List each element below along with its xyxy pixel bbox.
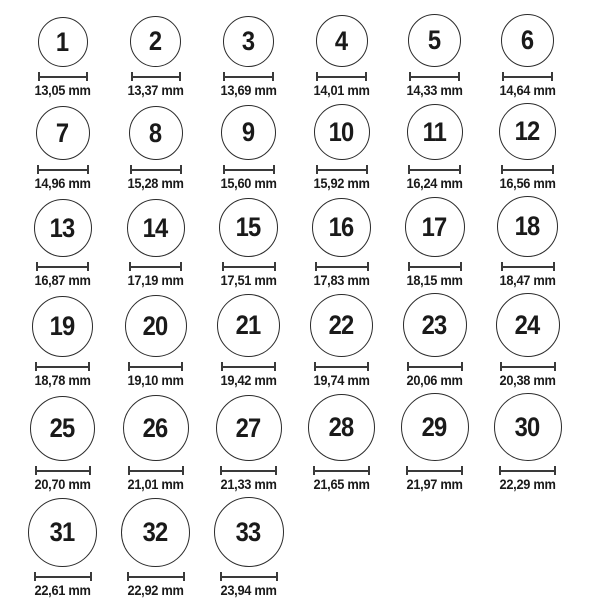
ring-circle [221, 105, 276, 160]
measure-line [39, 169, 87, 171]
ring-size-number: 16 [329, 212, 354, 242]
ring-size-number: 21 [236, 310, 261, 340]
ring-circle [223, 16, 274, 67]
diameter-measure-line [37, 165, 89, 174]
diameter-label: 14,96 mm [34, 176, 91, 191]
measure-line [503, 266, 553, 268]
ring-circle [125, 295, 187, 357]
ring-size-number: 9 [242, 117, 255, 147]
ring-circle [308, 394, 375, 461]
diameter-measure-line [35, 362, 90, 371]
diameter-measure-line [35, 466, 91, 475]
diameter-measure-line [316, 72, 367, 81]
ring-size-cell [388, 393, 481, 492]
ring-size-cell [109, 295, 202, 388]
ring-size-cell [109, 395, 202, 492]
ring-size-cell [16, 296, 109, 388]
measure-line [37, 366, 88, 368]
diameter-measure-line [409, 72, 460, 81]
chart-row [16, 14, 600, 98]
diameter-label: 22,61 mm [34, 583, 91, 598]
diameter-label: 21,65 mm [313, 477, 370, 492]
diameter-label: 21,33 mm [220, 477, 277, 492]
diameter-measure-line [34, 572, 92, 581]
ring-circle [127, 199, 185, 257]
ring-size-cell [481, 393, 574, 492]
diameter-measure-line [502, 72, 553, 81]
ring-size-cell [295, 15, 388, 98]
ring-circle [34, 199, 92, 257]
measure-line [501, 470, 554, 472]
ring-size-number: 5 [428, 25, 441, 55]
diameter-measure-line [408, 165, 461, 174]
ring-size-cell [481, 293, 574, 388]
ring-circle [496, 293, 560, 357]
diameter-label: 19,42 mm [220, 373, 277, 388]
chart-row [16, 393, 600, 492]
ring-circle [401, 393, 469, 461]
ring-size-number: 26 [143, 412, 168, 443]
measure-line [37, 470, 89, 472]
ring-size-number: 18 [515, 211, 540, 241]
ring-size-cell [16, 396, 109, 492]
ring-circle [219, 198, 278, 257]
diameter-measure-line [131, 72, 181, 81]
ring-circle [214, 497, 284, 567]
diameter-label: 17,19 mm [127, 273, 184, 288]
measure-line [410, 169, 459, 171]
diameter-measure-line [129, 262, 182, 271]
measure-line [131, 266, 180, 268]
diameter-label: 20,38 mm [499, 373, 556, 388]
ring-circle [130, 16, 181, 67]
measure-line [36, 576, 90, 578]
diameter-label: 14,01 mm [313, 83, 370, 98]
ring-size-number: 24 [515, 309, 540, 340]
diameter-label: 15,92 mm [313, 176, 370, 191]
diameter-measure-line [315, 262, 369, 271]
ring-circle [407, 104, 463, 160]
measure-line [316, 366, 367, 368]
diameter-label: 13,05 mm [34, 83, 91, 98]
ring-circle [403, 293, 467, 357]
ring-size-number: 3 [242, 26, 255, 56]
diameter-measure-line [128, 362, 183, 371]
ring-size-cell [388, 293, 481, 388]
diameter-label: 17,83 mm [313, 273, 370, 288]
measure-line [317, 266, 367, 268]
measure-line [318, 169, 366, 171]
measure-line [130, 470, 182, 472]
ring-size-number: 33 [236, 516, 261, 547]
measure-line [225, 169, 273, 171]
measure-line [222, 576, 276, 578]
ring-size-number: 4 [335, 25, 348, 56]
diameter-measure-line [316, 165, 368, 174]
ring-size-number: 25 [50, 413, 75, 443]
ring-size-cell [388, 104, 481, 191]
measure-line [223, 366, 274, 368]
ring-size-number: 7 [56, 117, 69, 148]
diameter-measure-line [220, 572, 278, 581]
measure-line [133, 76, 179, 78]
diameter-label: 14,64 mm [499, 83, 556, 98]
diameter-label: 18,47 mm [499, 273, 556, 288]
ring-size-cell [481, 196, 574, 288]
diameter-measure-line [499, 466, 556, 475]
diameter-measure-line [408, 262, 462, 271]
ring-size-number: 27 [236, 412, 261, 443]
diameter-label: 20,06 mm [406, 373, 463, 388]
diameter-measure-line [223, 165, 275, 174]
ring-size-number: 32 [143, 517, 168, 547]
diameter-measure-line [314, 362, 369, 371]
measure-line [502, 366, 554, 368]
ring-circle [408, 14, 461, 67]
diameter-label: 13,69 mm [220, 83, 277, 98]
measure-line [129, 576, 183, 578]
ring-size-cell [202, 294, 295, 388]
measure-line [38, 266, 87, 268]
ring-circle [32, 296, 93, 357]
diameter-measure-line [500, 362, 556, 371]
measure-line [504, 76, 551, 78]
ring-circle [121, 498, 190, 567]
ring-circle [405, 197, 465, 257]
diameter-label: 16,87 mm [34, 273, 91, 288]
measure-line [410, 266, 460, 268]
ring-circle [38, 17, 88, 67]
diameter-measure-line [222, 262, 276, 271]
ring-circle [30, 396, 95, 461]
diameter-measure-line [501, 262, 555, 271]
diameter-measure-line [36, 262, 89, 271]
ring-size-number: 12 [515, 116, 540, 146]
ring-size-number: 14 [143, 212, 168, 243]
measure-line [130, 366, 181, 368]
ring-size-cell [388, 197, 481, 288]
ring-circle [314, 104, 370, 160]
diameter-measure-line [128, 466, 184, 475]
ring-size-cell [481, 14, 574, 98]
ring-circle [217, 294, 280, 357]
diameter-label: 22,92 mm [127, 583, 184, 598]
diameter-measure-line [406, 466, 463, 475]
measure-line [318, 76, 365, 78]
ring-circle [36, 106, 90, 160]
ring-size-cell [202, 198, 295, 288]
diameter-label: 18,78 mm [34, 373, 91, 388]
measure-line [222, 470, 275, 472]
ring-circle [494, 393, 562, 461]
ring-size-cell [388, 14, 481, 98]
diameter-measure-line [221, 362, 276, 371]
diameter-measure-line [130, 165, 182, 174]
measure-line [132, 169, 180, 171]
measure-line [315, 470, 368, 472]
measure-line [40, 76, 86, 78]
ring-size-cell [109, 16, 202, 98]
ring-circle [123, 395, 189, 461]
diameter-label: 19,10 mm [127, 373, 184, 388]
diameter-label: 19,74 mm [313, 373, 370, 388]
diameter-label: 23,94 mm [220, 583, 277, 598]
ring-size-number: 6 [521, 25, 534, 55]
diameter-measure-line [407, 362, 463, 371]
diameter-label: 17,51 mm [220, 273, 277, 288]
chart-row [16, 293, 600, 388]
ring-size-cell [16, 199, 109, 288]
diameter-measure-line [223, 72, 274, 81]
ring-size-number: 20 [143, 310, 168, 341]
ring-size-cell [109, 498, 202, 598]
chart-row [16, 196, 600, 288]
measure-line [408, 470, 461, 472]
diameter-label: 21,97 mm [406, 477, 463, 492]
diameter-label: 21,01 mm [127, 477, 184, 492]
ring-size-number: 13 [50, 212, 75, 243]
ring-circle [316, 15, 368, 67]
ring-size-cell [295, 104, 388, 191]
ring-circle [28, 498, 97, 567]
diameter-measure-line [127, 572, 185, 581]
measure-line [224, 266, 274, 268]
ring-size-number: 28 [329, 412, 354, 442]
ring-size-cell [16, 498, 109, 598]
ring-size-number: 29 [422, 411, 447, 442]
ring-size-number: 1 [56, 26, 69, 57]
ring-size-number: 30 [515, 411, 540, 442]
ring-size-number: 10 [329, 116, 354, 147]
ring-circle [216, 395, 282, 461]
ring-size-cell [202, 395, 295, 492]
ring-size-number: 31 [50, 517, 75, 547]
diameter-label: 15,28 mm [127, 176, 184, 191]
ring-size-cell [202, 497, 295, 598]
diameter-measure-line [220, 466, 277, 475]
ring-size-cell [295, 198, 388, 288]
diameter-label: 16,56 mm [499, 176, 556, 191]
diameter-measure-line [38, 72, 88, 81]
ring-size-cell [295, 394, 388, 492]
ring-size-cell [16, 17, 109, 98]
diameter-label: 15,60 mm [220, 176, 277, 191]
ring-size-cell [202, 16, 295, 98]
measure-line [503, 169, 552, 171]
diameter-label: 16,24 mm [406, 176, 463, 191]
ring-size-cell [109, 199, 202, 288]
ring-circle [310, 294, 373, 357]
ring-size-number: 15 [236, 212, 261, 242]
ring-size-cell [109, 106, 202, 191]
ring-size-cell [16, 106, 109, 191]
diameter-label: 14,33 mm [406, 83, 463, 98]
ring-circle [129, 106, 183, 160]
chart-row [16, 103, 600, 191]
ring-size-number: 17 [422, 211, 447, 242]
ring-size-number: 8 [149, 117, 162, 148]
measure-line [225, 76, 272, 78]
ring-size-number: 19 [50, 311, 75, 341]
ring-size-number: 11 [422, 116, 447, 147]
diameter-label: 20,70 mm [34, 477, 91, 492]
measure-line [411, 76, 458, 78]
ring-size-cell [481, 103, 574, 191]
diameter-measure-line [501, 165, 554, 174]
chart-row [16, 497, 600, 598]
ring-size-number: 2 [149, 26, 162, 56]
diameter-label: 22,29 mm [499, 477, 556, 492]
ring-circle [499, 103, 556, 160]
measure-line [409, 366, 461, 368]
diameter-label: 13,37 mm [127, 83, 184, 98]
ring-size-cell [202, 105, 295, 191]
diameter-label: 18,15 mm [406, 273, 463, 288]
diameter-measure-line [313, 466, 370, 475]
ring-circle [312, 198, 371, 257]
ring-size-cell [295, 294, 388, 388]
ring-circle [501, 14, 554, 67]
ring-size-number: 23 [422, 309, 447, 340]
ring-circle [497, 196, 558, 257]
ring-size-number: 22 [329, 310, 354, 340]
